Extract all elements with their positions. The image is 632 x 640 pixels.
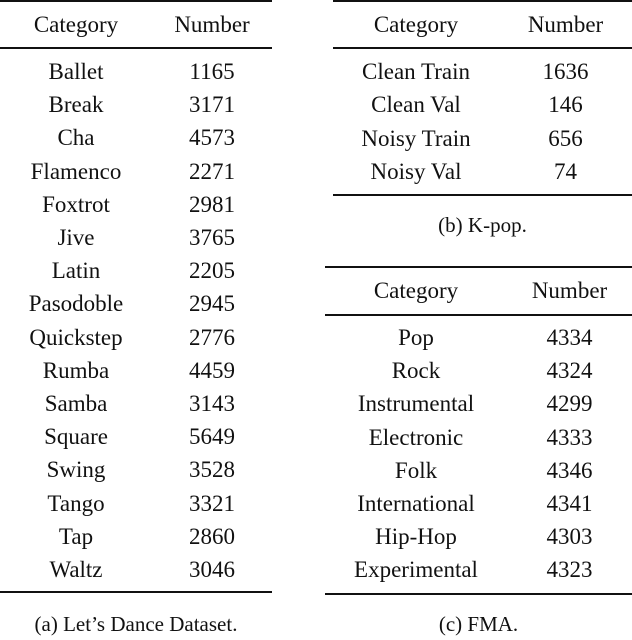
table-row: [333, 88, 632, 121]
cell-number: 2776: [189, 324, 235, 350]
caption-c: (c) FMA.: [438, 612, 519, 636]
cell-category: Swing: [46, 457, 106, 483]
table-header: [0, 8, 272, 41]
table-row: [325, 321, 632, 354]
cell-category: Electronic: [368, 424, 464, 450]
bottom-rule: [333, 194, 632, 196]
table-kpop: [333, 0, 632, 200]
cell-number: 656: [548, 125, 583, 151]
cell-category: Rock: [391, 358, 441, 384]
cell-number: 4303: [546, 524, 593, 550]
cell-number: 4334: [546, 325, 593, 350]
header-category: Category: [33, 12, 119, 37]
table-fma: [325, 266, 632, 598]
table-row: [325, 421, 632, 454]
table-row: [0, 88, 272, 121]
cell-number: 2205: [189, 258, 235, 284]
cell-category: Square: [44, 424, 108, 450]
table-row: [0, 155, 272, 188]
cell-number: 2981: [189, 191, 235, 217]
cell-number: 1165: [189, 59, 235, 84]
cell-category: Hip-Hop: [375, 524, 457, 550]
cell-category: Tap: [58, 523, 94, 549]
header-rule: [333, 47, 632, 49]
cell-category: Noisy Val: [370, 158, 462, 184]
table-row: [0, 287, 272, 320]
top-rule: [325, 266, 632, 268]
bottom-rule: [325, 593, 632, 595]
cell-category: Flamenco: [30, 158, 122, 184]
table-row: [325, 454, 632, 487]
cell-number: 2860: [189, 523, 235, 549]
cell-category: Quickstep: [29, 324, 123, 350]
table-row: [333, 155, 632, 188]
table-row: [333, 122, 632, 155]
cell-category: Tango: [47, 490, 105, 516]
header-rule: [0, 47, 272, 49]
table-row: [0, 354, 272, 387]
cell-category: Pasodoble: [28, 291, 124, 317]
header-number: Number: [527, 12, 604, 37]
cell-number: 3321: [189, 490, 235, 516]
table-header: [333, 8, 632, 41]
cell-number: 3046: [189, 557, 235, 582]
cell-category: Ballet: [48, 59, 104, 84]
cell-number: 4573: [189, 125, 235, 151]
cell-number: 4323: [546, 557, 593, 583]
cell-category: Break: [48, 92, 104, 118]
table-row: [325, 387, 632, 420]
table-row: [0, 420, 272, 453]
table-row: [325, 354, 632, 387]
cell-category: International: [357, 491, 475, 516]
cell-category: Samba: [44, 391, 108, 416]
cell-number: 3143: [189, 391, 235, 416]
table-row: [0, 520, 272, 553]
cell-category: Clean Train: [362, 59, 470, 84]
cell-category: Pop: [398, 325, 434, 350]
table-row: [0, 553, 272, 586]
caption-b: (b) K-pop.: [438, 213, 527, 237]
cell-number: 2271: [189, 158, 235, 184]
cell-number: 1636: [542, 59, 589, 84]
table-row: [325, 487, 632, 520]
cell-number: 3765: [189, 225, 235, 250]
header-category: Category: [373, 278, 459, 303]
cell-category: Folk: [394, 457, 438, 483]
cell-category: Waltz: [49, 557, 103, 582]
cell-number: 4299: [546, 391, 593, 417]
cell-category: Rumba: [42, 357, 110, 383]
header-number: Number: [174, 12, 250, 37]
cell-number: 74: [554, 158, 577, 184]
cell-category: Experimental: [354, 557, 478, 583]
cell-number: 4324: [546, 358, 593, 384]
cell-number: 3171: [189, 92, 235, 118]
cell-category: Instrumental: [357, 391, 475, 417]
table-row: [0, 321, 272, 354]
table-row: [0, 121, 272, 154]
header-rule: [325, 314, 632, 316]
cell-number: 3528: [189, 457, 235, 483]
cell-category: Clean Val: [371, 92, 461, 118]
table-row: [0, 254, 272, 287]
table-row: [0, 55, 272, 88]
header-number: Number: [531, 278, 608, 303]
top-rule: [333, 0, 632, 2]
cell-category: Jive: [57, 225, 95, 250]
table-row: [0, 487, 272, 520]
table-lets-dance: [0, 0, 272, 600]
cell-category: Noisy Train: [361, 125, 471, 151]
table-row: [0, 221, 272, 254]
cell-category: Foxtrot: [42, 191, 110, 217]
bottom-rule: [0, 591, 272, 593]
table-row: [0, 387, 272, 420]
caption-a: (a) Let’s Dance Dataset.: [34, 612, 238, 636]
table-row: [325, 520, 632, 553]
table-header: [325, 274, 632, 307]
cell-number: 4459: [189, 357, 235, 383]
cell-category: Cha: [57, 125, 95, 151]
cell-number: 4346: [546, 457, 593, 483]
table-row: [0, 188, 272, 221]
cell-number: 4341: [546, 491, 593, 516]
cell-number: 5649: [189, 424, 235, 450]
cell-category: Latin: [51, 258, 101, 284]
table-row: [0, 453, 272, 486]
cell-number: 2945: [189, 291, 235, 317]
cell-number: 146: [548, 92, 583, 118]
header-category: Category: [373, 12, 459, 37]
top-rule: [0, 0, 272, 2]
table-row: [325, 553, 632, 586]
table-row: [333, 55, 632, 88]
cell-number: 4333: [546, 424, 593, 450]
